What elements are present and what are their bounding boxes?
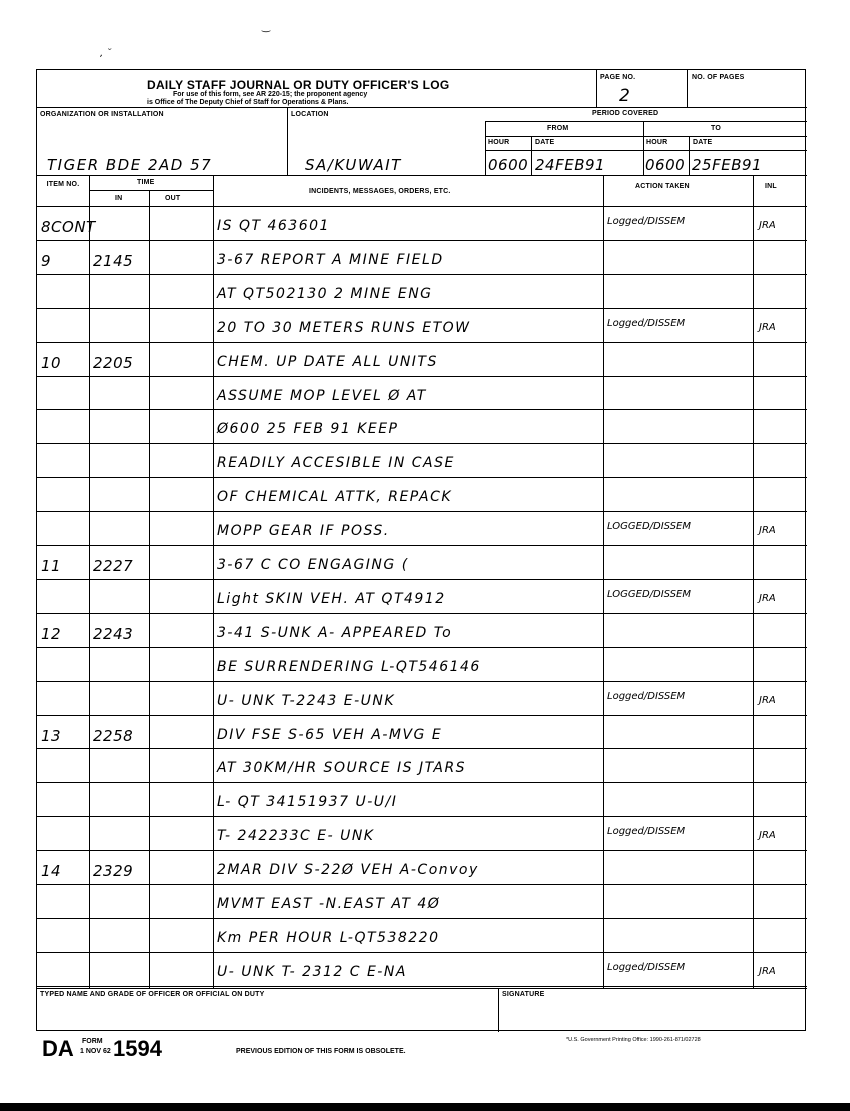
- action-taken-entry: Logged/DISSEM: [607, 826, 686, 838]
- col-in-label: IN: [115, 195, 123, 202]
- to-label: TO: [711, 125, 721, 132]
- row-item-no: 13: [41, 726, 62, 745]
- row-item-no: 9: [41, 251, 52, 270]
- row-incident-text: OF CHEMICAL ATTK, REPACK: [217, 489, 453, 506]
- row-incident-text: DIV FSE S-65 VEH A-MVG E: [217, 726, 443, 743]
- period-covered-label: PERIOD COVERED: [592, 110, 659, 117]
- form-small-2: 1 NOV 62: [80, 1048, 111, 1055]
- row-time-in: 2227: [93, 557, 134, 575]
- action-initials: JRA: [759, 321, 776, 333]
- row-incident-text: AT QT502130 2 MINE ENG: [217, 285, 433, 302]
- form-subtitle-1: For use of this form, see AR 220-15; the proponent agency: [173, 91, 368, 98]
- row-item-no: 12: [41, 624, 62, 643]
- action-initials: JRA: [759, 830, 776, 842]
- from-label: FROM: [547, 125, 569, 132]
- row-incident-text: BE SURRENDERING L-QT546146: [217, 658, 481, 675]
- row-item-no: 8CONT: [41, 218, 96, 236]
- col-inl-label: INL: [765, 183, 777, 190]
- form-small-1: FORM: [82, 1038, 103, 1045]
- form-da: DA: [42, 1036, 74, 1061]
- journal-form: [36, 69, 806, 1031]
- row-incident-text: 20 TO 30 METERS RUNS ETOW: [217, 319, 471, 336]
- row-item-no: 11: [41, 557, 62, 575]
- action-initials: JRA: [759, 592, 776, 604]
- from-hour-label: HOUR: [488, 139, 510, 146]
- to-date-label: DATE: [693, 139, 713, 146]
- row-incident-text: CHEM. UP DATE ALL UNITS: [217, 353, 438, 370]
- action-initials: JRA: [759, 694, 776, 706]
- row-incident-text: 3-67 C CO ENGAGING (: [217, 557, 409, 573]
- previous-edition-note: PREVIOUS EDITION OF THIS FORM IS OBSOLETE.: [236, 1048, 406, 1055]
- to-hour-value: 0600: [645, 156, 686, 174]
- row-time-in: 2243: [93, 624, 134, 643]
- row-incident-text: L- QT 34151937 U-U/I: [217, 794, 398, 811]
- row-incident-text: READILY ACCESIBLE IN CASE: [217, 455, 455, 472]
- page-no-label: PAGE NO.: [600, 74, 636, 81]
- row-time-in: 2205: [93, 353, 134, 372]
- col-item-label: ITEM NO.: [46, 181, 80, 188]
- row-incident-text: Light SKIN VEH. AT QT4912: [217, 590, 446, 607]
- to-hour-label: HOUR: [646, 139, 668, 146]
- action-taken-entry: Logged/DISSEM: [607, 961, 686, 973]
- action-taken-entry: Logged/DISSEM: [607, 317, 686, 329]
- location-label: LOCATION: [291, 111, 329, 118]
- row-time-in: 2329: [93, 862, 134, 881]
- from-date-label: DATE: [535, 139, 555, 146]
- row-incident-text: MOPP GEAR IF POSS.: [217, 523, 390, 540]
- row-incident-text: ASSUME MOP LEVEL Ø AT: [217, 387, 427, 404]
- stray-mark-center: ‿: [262, 22, 271, 33]
- action-initials: JRA: [759, 525, 776, 537]
- stray-mark-top: ‚ ˘: [100, 48, 112, 59]
- row-incident-text: AT 30KM/HR SOURCE IS JTARS: [217, 760, 467, 777]
- row-incident-text: 2MAR DIV S-22Ø VEH A-Convoy: [217, 862, 479, 879]
- col-incidents-label: INCIDENTS, MESSAGES, ORDERS, ETC.: [309, 188, 451, 195]
- form-number: 1594: [113, 1036, 162, 1061]
- signature-label: SIGNATURE: [502, 991, 545, 998]
- form-subtitle-2: is Office of The Deputy Chief of Staff for Operations & Plans.: [147, 99, 349, 106]
- gpo-note: *U.S. Government Printing Office: 1990-261-871/02728: [566, 1037, 701, 1043]
- row-item-no: 14: [41, 862, 62, 881]
- from-hour-value: 0600: [488, 156, 529, 174]
- row-incident-text: MVMT EAST -N.EAST AT 4Ø: [217, 896, 441, 912]
- org-label: ORGANIZATION OR INSTALLATION: [40, 111, 164, 118]
- row-incident-text: U- UNK T-2243 E-UNK: [217, 692, 396, 709]
- action-taken-entry: Logged/DISSEM: [607, 216, 686, 227]
- row-incident-text: U- UNK T- 2312 C E-NA: [217, 963, 407, 980]
- page-no-value: 2: [619, 86, 632, 106]
- row-incident-text: Ø600 25 FEB 91 KEEP: [217, 421, 399, 438]
- row-time-in: 2258: [93, 726, 134, 745]
- no-of-pages-label: NO. OF PAGES: [692, 74, 745, 81]
- row-item-no: 10: [41, 353, 62, 372]
- typed-name-label: TYPED NAME AND GRADE OF OFFICER OR OFFICIAL ON DUTY: [40, 991, 265, 998]
- org-value: TIGER BDE 2AD 57: [47, 156, 213, 174]
- row-incident-text: IS QT 463601: [217, 218, 330, 234]
- col-out-label: OUT: [165, 195, 181, 202]
- scan-edge: [0, 1103, 850, 1111]
- action-taken-entry: Logged/DISSEM: [607, 690, 686, 702]
- location-value: SA/KUWAIT: [305, 156, 402, 174]
- from-date-value: 24FEB91: [535, 156, 606, 174]
- row-time-in: 2145: [93, 251, 134, 270]
- row-incident-text: T- 242233C E- UNK: [217, 828, 375, 845]
- row-incident-text: 3-67 REPORT A MINE FIELD: [217, 251, 444, 268]
- row-incident-text: 3-41 S-UNK A- APPEARED To: [217, 624, 453, 641]
- col-time-label: TIME: [137, 179, 155, 186]
- action-initials: JRA: [759, 965, 776, 977]
- row-incident-text: Km PER HOUR L-QT538220: [217, 929, 440, 946]
- to-date-value: 25FEB91: [692, 156, 763, 174]
- col-action-label: ACTION TAKEN: [635, 183, 690, 190]
- action-taken-entry: LOGGED/DISSEM: [607, 521, 691, 533]
- action-initials: JRA: [759, 220, 776, 231]
- action-taken-entry: LOGGED/DISSEM: [607, 588, 691, 600]
- form-title: DAILY STAFF JOURNAL OR DUTY OFFICER'S LOG: [147, 78, 450, 92]
